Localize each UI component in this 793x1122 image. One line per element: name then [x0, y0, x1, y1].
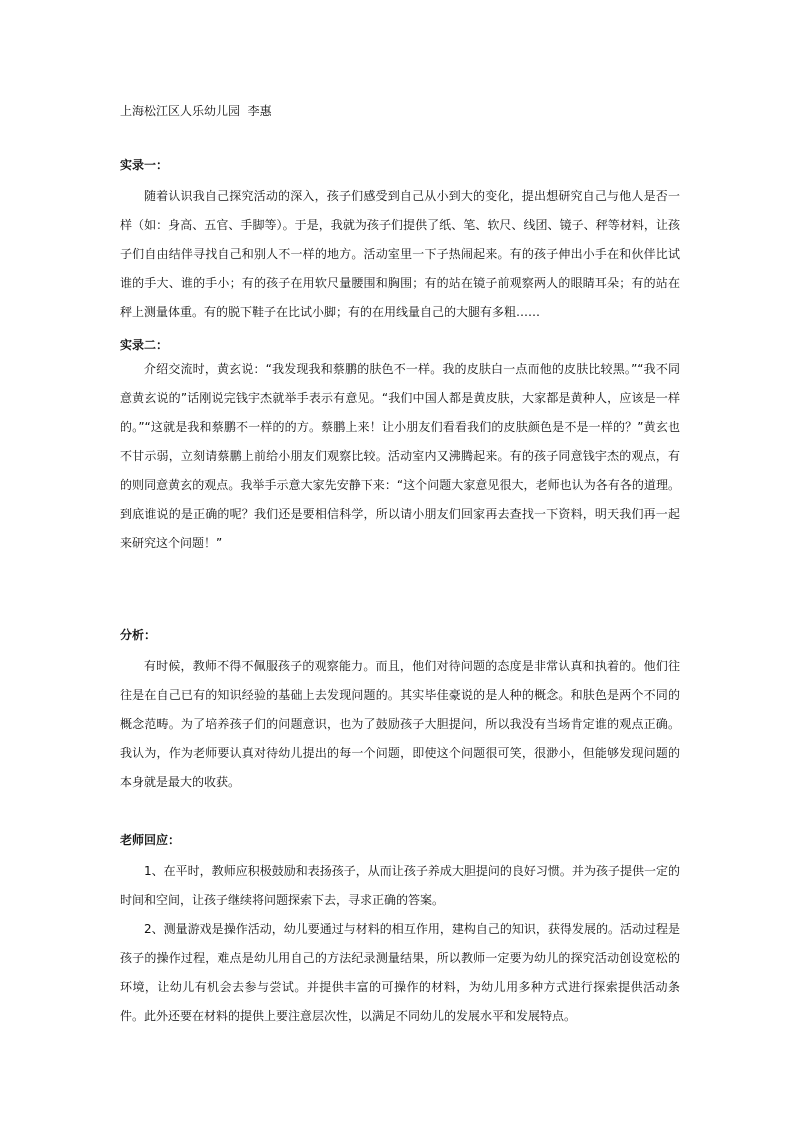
- section-heading: 实录二：: [120, 338, 169, 352]
- paragraph: 介绍交流时，黄玄说：“我发现我和蔡鹏的肤色不一样。我的皮肤白一点而他的皮肤比较黑。”“我不同意黄玄说的”话刚说完钱宇杰就举手表示有意见。“我们中国人都是黄皮肤，大家都是黄种人，应该是一样的。”“这就是我和蔡鹏不一样的的方。蔡鹏上来！让小朋友们看看我们的皮肤颜色是不是一样的？”黄玄也不甘示弱，立刻请蔡鹏上前给小朋友们观察比较。活动室内又沸腾起来。有的孩子同意钱宇杰的观点，有的则同意黄玄的观点。我举手示意大家先安静下来：“这个问题大家意见很大，老师也认为各有各的道理。到底谁说的是正确的呢？我们还是要相信科学，所以请小朋友们回家再去查找一下资料，明天我们再一起来研究这个问题！”: [120, 362, 680, 550]
- section-heading: 分析：: [120, 628, 157, 642]
- section-record-2: [120, 337, 680, 558]
- byline: 上海松江区人乐幼儿园 李惠: [120, 104, 272, 118]
- section-analysis: [120, 627, 680, 797]
- paragraph: 有时候，教师不得不佩服孩子的观察能力。而且，他们对待问题的态度是非常认真和执着的。他们往往是在自己已有的知识经验的基础上去发现问题的。其实毕佳豪说的是人种的概念。和肤色是两个不同的概念范畴。为了培养孩子们的问题意识，也为了鼓励孩子大胆提问，所以我没有当场肯定谁的观点正确。我认为，作为老师要认真对待幼儿提出的每一个问题，即使这个问题很可笑，很渺小，但能够发现问题的本身就是最大的收获。: [120, 659, 680, 789]
- section-heading: 实录一：: [120, 158, 169, 172]
- paragraph: 2、测量游戏是操作活动，幼儿要通过与材料的相互作用，建构自己的知识，获得发展的。活动过程是孩子的操作过程，难点是幼儿用自己的方法纪录测量结果，所以教师一定要为幼儿的探究活动创设宽松的环境，让幼儿有机会去参与尝试。并提供丰富的可操作的材料，为幼儿用多种方式进行探索提供活动条件。此外还要在材料的提供上要注意层次性，以满足不同幼儿的发展水平和发展特点。: [120, 922, 680, 1023]
- section-teacher-response: [120, 832, 680, 1031]
- section-heading: 老师回应：: [120, 833, 181, 847]
- paragraph: 随着认识我自己探究活动的深入，孩子们感受到自己从小到大的变化，提出想研究自己与他人是否一样（如：身高、五官、手脚等）。于是，我就为孩子们提供了纸、笔、软尺、线团、镜子、秤等材料，让孩子们自由结伴寻找自己和别人不一样的地方。活动室里一下子热闹起来。有的孩子伸出小手在和伙伴比试谁的手大、谁的手小；有的孩子在用软尺量腰围和胸围；有的站在镜子前观察两人的眼睛耳朵；有的站在秤上测量体重。有的脱下鞋子在比试小脚；有的在用线量自己的大腿有多粗……: [120, 189, 680, 319]
- section-record-1: [120, 157, 680, 327]
- paragraph: 1、在平时，教师应积极鼓励和表扬孩子，从而让孩子养成大胆提问的良好习惯。并为孩子提供一定的时间和空间，让孩子继续将问题探索下去，寻求正确的答案。: [120, 864, 680, 907]
